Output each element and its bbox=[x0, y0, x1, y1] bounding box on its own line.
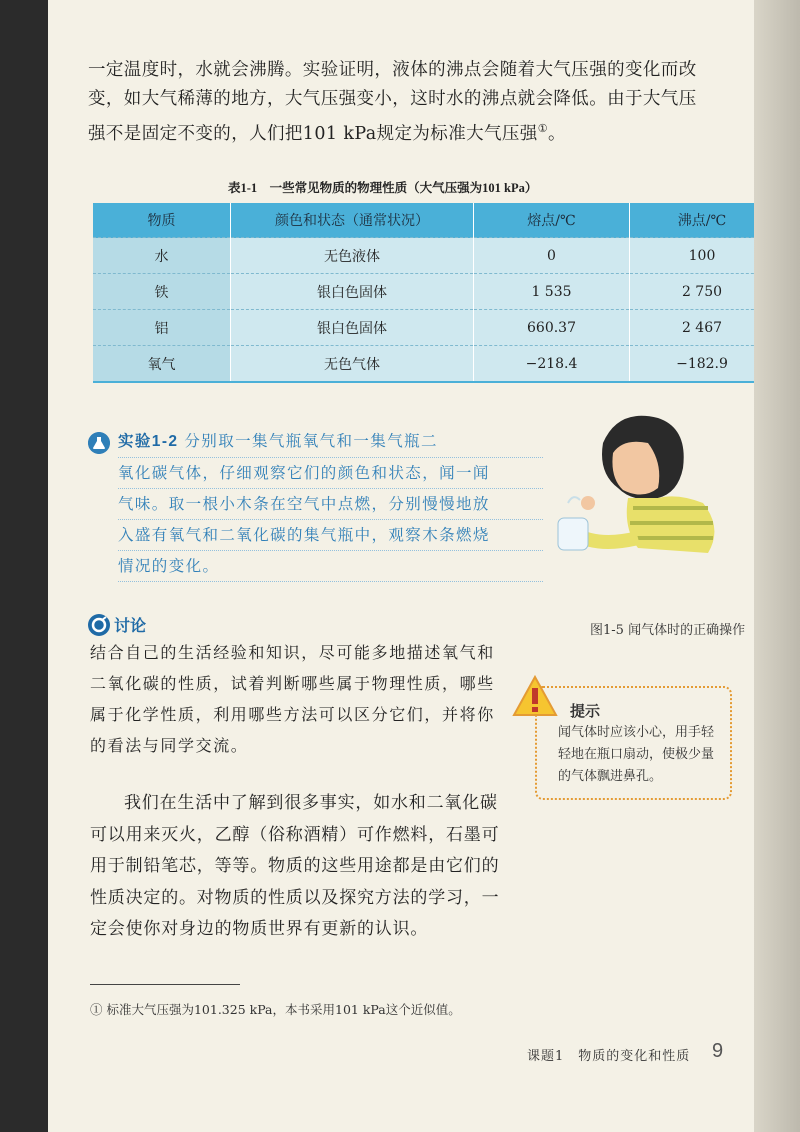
intro-line-3-end: 。 bbox=[547, 123, 566, 144]
flask-icon bbox=[88, 432, 110, 454]
experiment-heading: 实验1-2 bbox=[118, 433, 179, 450]
cell-substance: 氧气 bbox=[93, 346, 231, 383]
table-caption: 表1-1 一些常见物质的物理性质（大气压强为101 kPa） bbox=[228, 181, 538, 195]
cell-substance: 铝 bbox=[93, 310, 231, 346]
table-row bbox=[93, 346, 774, 383]
discussion-icon bbox=[88, 614, 110, 636]
intro-line-3: 强不是固定不变的，人们把101 kPa规定为标准大气压强 bbox=[88, 123, 538, 144]
discussion-heading: 讨论 bbox=[114, 618, 147, 635]
cell-substance: 铁 bbox=[93, 274, 231, 310]
header-substance: 物质 bbox=[93, 203, 231, 238]
footer-lesson-title: 课题1 物质的变化和性质 bbox=[527, 1049, 691, 1064]
body-paragraph: 我们在生活中了解到很多事实，如水和二氧化碳可以用来灭火，乙醇（俗称酒精）可作燃料，石墨可用于制铅笔芯，等等。物质的这些用途都是由它们的性质决定的。对物质的性质以及探究方法的学习，一定会使你对身边的物质世界有更新的认识。 bbox=[90, 793, 500, 939]
discussion-text: 结合自己的生活经验和知识，尽可能多地描述氧气和二氧化碳的性质，试着判断哪些属于物理性质，哪些属于化学性质，利用哪些方法可以区分它们，并将你的看法与同学交流。 bbox=[90, 643, 495, 755]
cell-melting: 0 bbox=[474, 238, 630, 274]
table-header-row bbox=[93, 203, 774, 238]
experiment-line-3: 气味。取一根小木条在空气中点燃，分别慢慢地放 bbox=[118, 489, 543, 520]
warning-icon bbox=[512, 674, 558, 718]
tip-text: 闻气体时应该小心，用手轻轻地在瓶口扇动，使极少量的气体飘进鼻孔。 bbox=[558, 725, 715, 784]
tip-title: 提示 bbox=[570, 703, 601, 720]
experiment-text-1: 分别取一集气瓶氧气和一集气瓶二 bbox=[184, 432, 438, 450]
cell-boiling: −182.9 bbox=[630, 346, 775, 383]
header-color-state: 颜色和状态（通常状况） bbox=[231, 203, 474, 238]
footnote-mark: ① bbox=[537, 122, 548, 135]
header-boiling-point: 沸点/℃ bbox=[630, 203, 775, 238]
footnote: ① 标准大气压强为101.325 kPa，本书采用101 kPa这个近似值。 bbox=[90, 1002, 461, 1017]
page-edge bbox=[754, 0, 800, 1132]
cell-color-state: 无色液体 bbox=[231, 238, 474, 274]
page-number: 9 bbox=[712, 1040, 724, 1062]
figure-caption: 图1-5 闻气体时的正确操作 bbox=[590, 623, 746, 638]
experiment-block bbox=[118, 426, 543, 582]
cell-substance: 水 bbox=[93, 238, 231, 274]
textbook-page bbox=[48, 0, 754, 1132]
boy-smelling-gas-illustration bbox=[528, 408, 738, 608]
cell-boiling: 100 bbox=[630, 238, 775, 274]
cell-melting: 1 535 bbox=[474, 274, 630, 310]
intro-paragraph bbox=[88, 56, 738, 149]
experiment-line-5: 情况的变化。 bbox=[118, 551, 543, 582]
experiment-line-2: 氧化碳气体，仔细观察它们的颜色和状态，闻一闻 bbox=[118, 458, 543, 489]
footnote-rule bbox=[90, 984, 240, 985]
cell-melting: 660.37 bbox=[474, 310, 630, 346]
intro-line-2: 变，如大气稀薄的地方，大气压强变小，这时水的沸点就会降低。由于大气压 bbox=[88, 89, 697, 109]
cell-melting: −218.4 bbox=[474, 346, 630, 383]
intro-line-1: 一定温度时，水就会沸腾。实验证明，液体的沸点会随着大气压强的变化而改 bbox=[88, 60, 697, 80]
properties-table bbox=[93, 203, 774, 383]
table-row bbox=[93, 274, 774, 310]
cell-boiling: 2 467 bbox=[630, 310, 775, 346]
experiment-line-4: 入盛有氧气和二氧化碳的集气瓶中，观察木条燃烧 bbox=[118, 520, 543, 551]
table-row bbox=[93, 238, 774, 274]
header-melting-point: 熔点/℃ bbox=[474, 203, 630, 238]
cell-color-state: 银白色固体 bbox=[231, 310, 474, 346]
cell-color-state: 无色气体 bbox=[231, 346, 474, 383]
table-row bbox=[93, 310, 774, 346]
experiment-line-1 bbox=[118, 426, 543, 458]
cell-color-state: 银白色固体 bbox=[231, 274, 474, 310]
cell-boiling: 2 750 bbox=[630, 274, 775, 310]
